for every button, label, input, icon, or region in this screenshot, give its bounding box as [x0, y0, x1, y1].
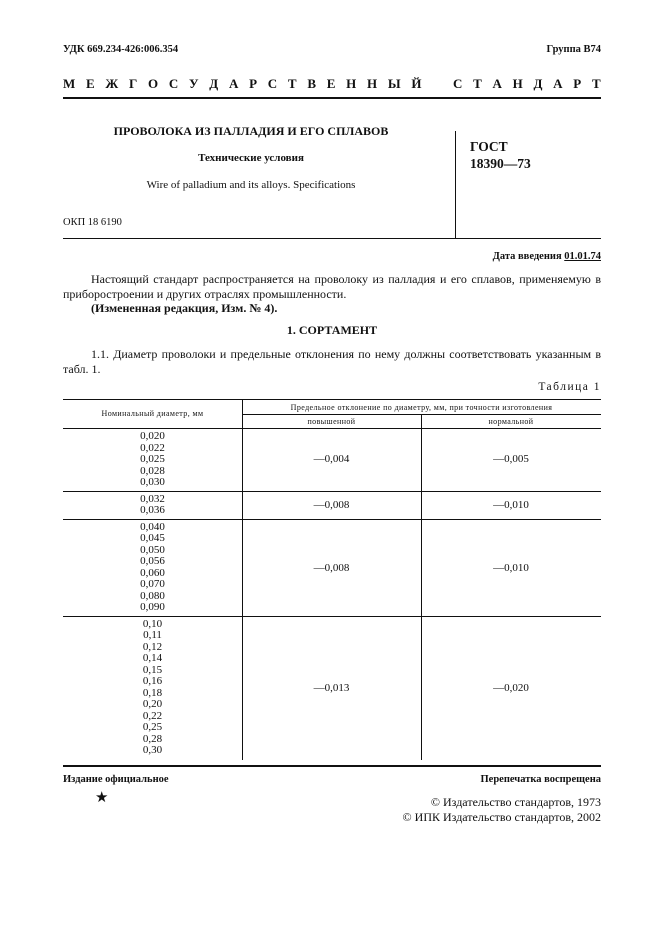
reprint-prohibited: Перепечатка воспрещена [480, 774, 601, 785]
banner-letter: Т [287, 76, 297, 91]
intro-date [493, 251, 601, 262]
banner-letter: С [168, 76, 179, 91]
banner-letter: Н [512, 76, 523, 91]
deviation-high: —0,004 [313, 453, 350, 465]
diameter-value: 0,020 [140, 430, 165, 442]
banner-letter: Д [533, 76, 543, 91]
deviation-high: —0,008 [313, 561, 350, 574]
deviation-high: —0,008 [313, 498, 350, 511]
header-rule [63, 238, 601, 239]
udk-code: УДК 669.234-426:006.354 [63, 44, 179, 55]
diameter-value: 0,11 [143, 629, 162, 641]
diameter-value: 0,022 [140, 441, 165, 454]
banner-letter: А [228, 76, 239, 91]
banner-letter: Н [346, 76, 357, 91]
group-code: Группа В74 [546, 44, 601, 55]
banner-letter: А [553, 76, 563, 91]
diameter-value: 0,028 [140, 464, 165, 477]
diameter-value: 0,30 [142, 744, 163, 756]
diameter-value: 0,032 [140, 492, 165, 505]
diameter-value: 0,20 [142, 698, 163, 710]
diameter-value: 0,025 [140, 453, 165, 465]
banner-letter: В [307, 76, 316, 91]
banner-letter: Т [591, 76, 601, 91]
banner-letter: У [189, 76, 199, 91]
title-divider [455, 131, 456, 238]
document-title-english: Wire of palladium and its alloys. Specifications [146, 179, 356, 191]
banner-rule [63, 97, 601, 99]
banner-letter: Т [473, 76, 482, 91]
document-subtitle: Технические условия [198, 152, 304, 164]
banner-letter: М [63, 76, 76, 91]
diameter-value: 0,060 [140, 566, 165, 579]
col-header-high-precision: повышенной [307, 417, 356, 426]
diameter-value: 0,036 [140, 504, 165, 516]
diameter-value: 0,14 [142, 652, 163, 664]
banner-letter: С [452, 76, 463, 91]
banner-letter: Р [249, 76, 258, 91]
copyright-2002: © ИПК Издательство стандартов, 2002 [402, 810, 601, 824]
banner-letter: А [492, 76, 502, 91]
diameter-value: 0,28 [142, 732, 163, 745]
clause-text: 1.1. Диаметр проволоки и предельные отклонения по нему должны соответствовать указанным в табл. 1. [63, 347, 601, 376]
table-label: Таблица 1 [538, 381, 601, 393]
document-title: ПРОВОЛОКА ИЗ ПАЛЛАДИЯ И ЕГО СПЛАВОВ [113, 124, 389, 138]
deviation-high: —0,013 [313, 681, 350, 694]
banner-letter: Н [367, 76, 378, 91]
official-edition: Издание официальное [63, 774, 169, 785]
diameter-value: 0,056 [140, 555, 165, 567]
col-header-diameter: Номинальный диаметр, мм [101, 409, 204, 418]
col-divider [242, 399, 243, 760]
diameter-value: 0,080 [140, 589, 165, 602]
intro-date-value: 01.01.74 [564, 251, 601, 262]
diameter-value: 0,050 [140, 543, 165, 556]
diameter-value: 0,18 [142, 686, 163, 699]
interstate-standard-banner [63, 76, 601, 92]
banner-letter: Й [411, 76, 422, 91]
intro-date-label: Дата введения [492, 251, 562, 262]
diameter-value: 0,040 [140, 520, 165, 533]
col-header-deviation: Предельное отклонение по диаметру, мм, при точности изготовления [290, 403, 553, 412]
diameter-value: 0,16 [142, 675, 163, 687]
deviation-normal: —0,020 [493, 681, 529, 694]
banner-letter: Д [209, 76, 219, 91]
star-icon: ★ [95, 790, 109, 806]
banner-letter: Е [86, 76, 95, 91]
diameter-value: 0,030 [140, 476, 165, 488]
banner-letter: Ы [387, 76, 401, 91]
deviation-normal: —0,010 [493, 561, 529, 574]
copyright-1973: © Издательство стандартов, 1973 [430, 795, 601, 809]
banner-letter: Г [129, 76, 138, 91]
okp-code: ОКП 18 6190 [63, 217, 122, 228]
scope-text: Настоящий стандарт распространяется на проволоку из палладия и его сплавов, применяемую в приборостроении и других отраслях промышленности. [63, 272, 601, 301]
banner-letter: Е [326, 76, 336, 91]
diameter-value: 0,10 [142, 617, 163, 630]
banner-letter: Ж [105, 76, 119, 91]
footer-rule [63, 765, 601, 767]
diameter-value: 0,15 [142, 663, 163, 676]
diameter-value: 0,070 [140, 578, 165, 590]
gost-number: 18390—73 [470, 156, 531, 171]
gost-designation [470, 138, 531, 172]
deviation-normal: —0,005 [493, 453, 529, 465]
col-header-normal-precision: нормальной [488, 417, 534, 426]
banner-letter: О [148, 76, 159, 91]
diameter-value: 0,045 [140, 532, 165, 544]
section-title: 1. СОРТАМЕНТ [286, 323, 378, 337]
gost-label: ГОСТ [470, 139, 508, 154]
diameter-value: 0,25 [142, 721, 163, 733]
diameter-value: 0,090 [140, 601, 165, 613]
edition-note: (Измененная редакция, Изм. № 4). [91, 301, 278, 315]
banner-letter: С [267, 76, 278, 91]
banner-letter: Р [573, 76, 582, 91]
clause-paragraph [63, 347, 601, 377]
scope-paragraph [63, 272, 601, 302]
diameter-value: 0,12 [142, 640, 163, 653]
col-divider [421, 414, 422, 760]
deviation-normal: —0,010 [493, 498, 529, 511]
diameter-value: 0,22 [142, 709, 163, 722]
